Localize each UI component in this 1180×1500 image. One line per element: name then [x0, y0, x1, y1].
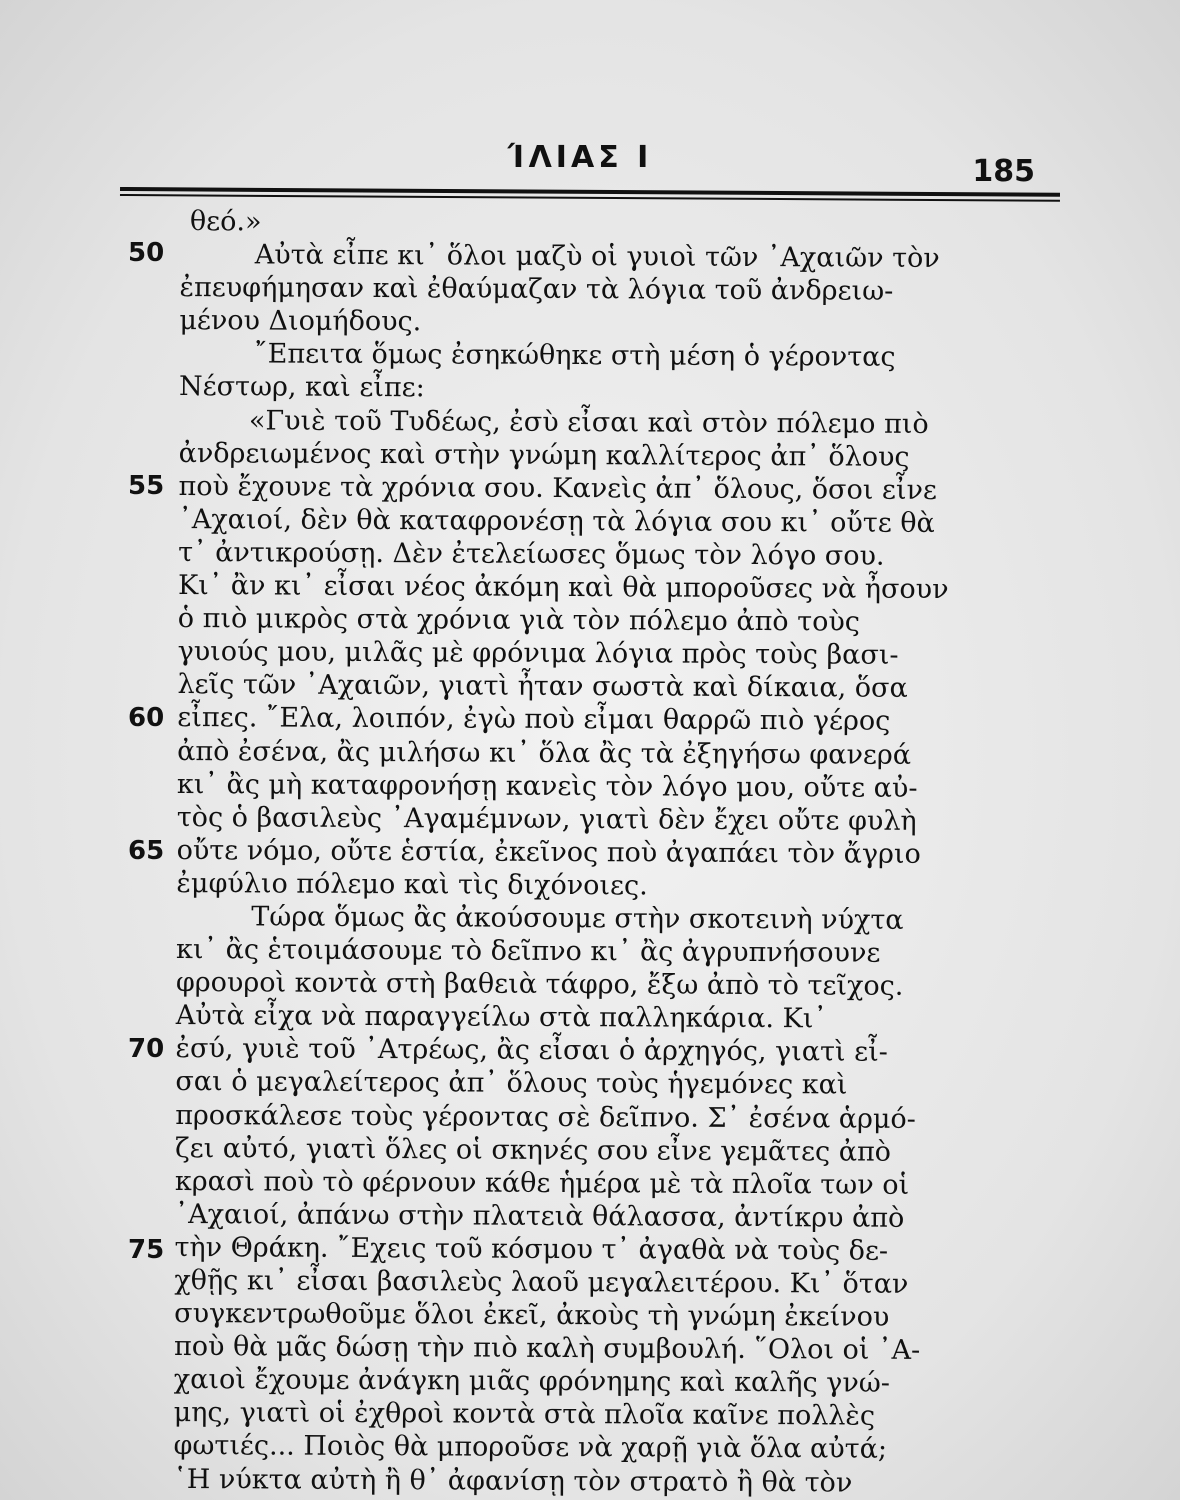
- text-line: χαιοὶ ἔχουμε ἀνάγκη μιᾶς φρόνημης καὶ καλῆς γνώ-: [173, 1364, 891, 1400]
- header-rule: [120, 187, 1060, 202]
- line-number-65: 65: [128, 836, 165, 866]
- text-line: ὁ πιὸ μικρὸς στὰ χρόνια γιὰ τὸν πόλεμο ἀπὸ τοὺς: [177, 603, 860, 638]
- page-number: 185: [972, 154, 1035, 189]
- text-line: ζει αὐτό, γιατὶ ὅλες οἱ σκηνές σου εἶνε γεμᾶτες ἀπὸ: [174, 1132, 892, 1168]
- text-line: ᾿Αχαιοί, δὲν θὰ καταφρονέσῃ τὰ λόγια σου κι᾿ οὔτε θὰ: [178, 503, 935, 539]
- text-line: Αὐτὰ εἶχα νὰ παραγγείλω στὰ παλληκάρια. Κι᾿: [175, 1000, 827, 1035]
- text-line: ἐπευφήμησαν καὶ ἐθαύμαζαν τὰ λόγια τοῦ ἀνδρειω-: [179, 272, 894, 307]
- text-line: φρουροὶ κοντὰ στὴ βαθειὰ τάφρο, ἔξω ἀπὸ τὸ τεῖχος.: [175, 967, 904, 1002]
- text-line: κρασὶ ποὺ τὸ φέρνουν κάθε ἡμέρα μὲ τὰ πλοῖα των οἱ: [174, 1165, 910, 1201]
- line-number-60: 60: [128, 703, 165, 733]
- text-line: «Γυιὲ τοῦ Τυδέως, ἐσὺ εἶσαι καὶ στὸν πόλεμο πιὸ: [248, 404, 929, 440]
- text-line: ποὺ θὰ μᾶς δώσῃ τὴν πιὸ καλὴ συμβουλή. ῞Ολοι οἱ ᾿Α-: [173, 1331, 921, 1367]
- text-line: τὴν Θράκη. ῎Εχεις τοῦ κόσμου τ᾿ ἀγαθὰ νὰ τοὺς δε-: [174, 1231, 889, 1267]
- text-line: Τώρα ὅμως ἂς ἀκούσουμε στὴν σκοτεινὴ νύχτα: [251, 901, 904, 936]
- text-line: θεό.»: [189, 206, 262, 238]
- text-line: τὸς ὁ βασιλεὺς ᾿Αγαμέμνων, γιατὶ δὲν ἔχει οὔτε φυλὴ: [176, 801, 917, 837]
- text-line: ἀπὸ ἐσένα, ἂς μιλήσω κι᾿ ὅλα ἂς τὰ ἐξηγήσω φανερά: [177, 735, 912, 771]
- text-line: κι᾿ ἂς ἑτοιμάσουμε τὸ δεῖπνο κι᾿ ἂς ἀγρυπνήσουνε: [176, 934, 881, 969]
- text-line: κι᾿ ἂς μὴ καταφρονήσῃ κανεὶς τὸν λόγο μου, οὔτε αὐ-: [176, 768, 918, 804]
- text-line: εἶπες. ῎Ελα, λοιπόν, ἐγὼ ποὺ εἶμαι θαρρῶ πιὸ γέρος: [177, 702, 891, 738]
- text-line: Κι᾿ ἂν κι᾿ εἶσαι νέος ἀκόμη καὶ θὰ μποροῦσες νὰ ἦσουν: [177, 570, 949, 606]
- text-line: γυιούς μου, μιλᾶς μὲ φρόνιμα λόγια πρὸς τοὺς βασι-: [177, 636, 899, 671]
- text-line: χθῇς κι᾿ εἶσαι βασιλεὺς λαοῦ μεγαλειτέρου. Κι᾿ ὅταν: [174, 1264, 909, 1300]
- text-line: ῾Η νύκτα αὐτὴ ἢ θ᾿ ἀφανίσῃ τὸν στρατὸ ἢ θὰ τὸν: [173, 1463, 853, 1499]
- text-line: Νέστωρ, καὶ εἶπε:: [178, 371, 425, 404]
- text-line: ᾿Αχαιοί, ἀπάνω στὴν πλατειὰ θάλασσα, ἀντίκρυ ἀπὸ: [174, 1198, 905, 1234]
- text-line: μης, γιατὶ οἱ ἐχθροὶ κοντὰ στὰ πλοῖα καῖνε πολλὲς: [173, 1397, 876, 1433]
- text-line: λεῖς τῶν ᾿Αχαιῶν, γιατὶ ἦταν σωστὰ καὶ δίκαια, ὅσα: [177, 669, 908, 705]
- text-line: φωτιές... Ποιὸς θὰ μποροῦσε νὰ χαρῇ γιὰ ὅλα αὐτά;: [173, 1430, 888, 1466]
- line-number-75: 75: [128, 1235, 165, 1265]
- line-number-70: 70: [128, 1034, 165, 1064]
- text-line: μένου Διομήδους.: [179, 305, 422, 338]
- text-line: οὔτε νόμο, οὔτε ἑστία, ἐκεῖνος ποὺ ἀγαπάει τὸν ἄγριο: [176, 834, 921, 870]
- text-line: σαι ὁ μεγαλείτερος ἀπ᾿ ὅλους τοὺς ἡγεμόνες καὶ: [175, 1066, 848, 1101]
- text-line: Αὐτὰ εἶπε κι᾿ ὅλοι μαζὺ οἱ γυιοὶ τῶν ᾿Αχαιῶν τὸν: [254, 239, 940, 275]
- text-line: ῎Επειτα ὅμως ἐσηκώθηκε στὴ μέση ὁ γέροντας: [254, 338, 896, 374]
- text-line: συγκεντρωθοῦμε ὅλοι ἐκεῖ, ἀκοὺς τὴ γνώμη ἐκείνου: [174, 1298, 890, 1333]
- running-head-title: ΊΛΙΑΣ Ι: [507, 140, 653, 175]
- line-number-55: 55: [128, 471, 165, 501]
- text-line: ἐσύ, γυιὲ τοῦ ᾿Ατρέως, ἂς εἶσαι ὁ ἀρχηγός, γιατὶ εἶ-: [175, 1033, 888, 1069]
- text-line: ἀνδρειωμένος καὶ στὴν γνώμη καλλίτερος ἀπ᾿ ὅλους: [178, 437, 910, 473]
- text-line: ἐμφύλιο πόλεμο καὶ τὶς διχόνοιες.: [176, 867, 648, 902]
- line-number-50: 50: [128, 238, 165, 268]
- body-text: [173, 205, 1070, 1500]
- text-line: προσκάλεσε τοὺς γέροντας σὲ δεῖπνο. Σ᾿ ἐσένα ἁρμό-: [175, 1099, 916, 1135]
- text-line: ποὺ ἔχουνε τὰ χρόνια σου. Κανεὶς ἀπ᾿ ὅλους, ὅσοι εἶνε: [178, 470, 937, 506]
- text-line: τ᾿ ἀντικρούσῃ. Δὲν ἐτελείωσες ὅμως τὸν λόγο σου.: [178, 536, 885, 572]
